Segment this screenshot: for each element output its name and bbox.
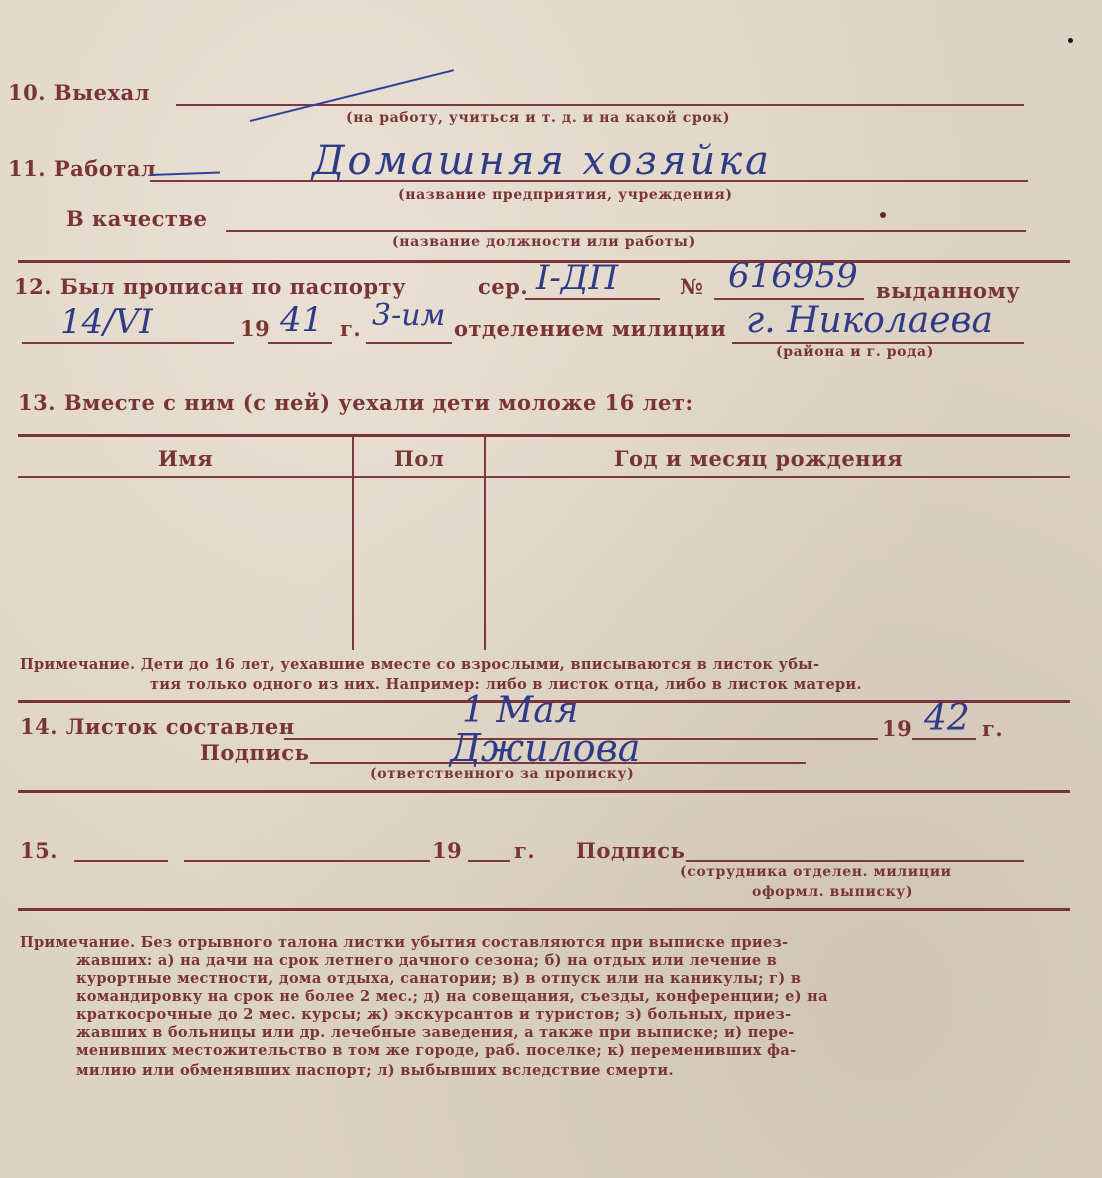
note-2-line-2: жавших: а) на дачи на срок летнего дачного сезона; б) на отдых или лечение в — [76, 952, 778, 969]
note-2-line-1: Примечание. Без отрывного талона листки убытия составляются при выписке приез- — [20, 934, 789, 951]
field-12-dept-value: 3-им — [372, 298, 446, 333]
field-12-no-value: 616959 — [728, 256, 858, 296]
field-12-year-prefix: 19 — [240, 316, 271, 341]
field-12-no-label: № — [680, 274, 704, 299]
field-11-label: 11. Работал — [8, 156, 157, 181]
field-12-ser-value: I-ДП — [536, 258, 619, 298]
note-2-line-6: жавших в больницы или др. лечебные заведения, а также при выписке; и) пере- — [76, 1024, 795, 1041]
field-15-sign-label: Подпись — [576, 838, 686, 863]
field-15-hint-1: (сотрудника отделен. милиции — [680, 864, 952, 880]
field-12-dept-label: отделением милиции — [454, 316, 727, 341]
field-15-hint-2: оформл. выписку) — [752, 884, 914, 900]
field-11-role-hint: (название должности или работы) — [392, 234, 696, 250]
field-11-role-line — [226, 230, 1026, 232]
field-14-g-label: г. — [982, 716, 1004, 741]
note-2-line-7: менивших местожительство в том же городе, раб. поселке; к) переменивших фа- — [76, 1042, 797, 1059]
field-15-sign-line — [686, 860, 1024, 862]
note-2-line-3: курортные местности, дома отдыха, санатории; в) в отпуск или на каникулы; г) в — [76, 970, 802, 987]
field-14-label: 14. Листок составлен — [20, 714, 295, 739]
field-14-sign-label: Подпись — [200, 740, 310, 765]
note-2-line-4: командировку на срок не более 2 мес.; д) на совещания, съезды, конференции; е) на — [76, 988, 828, 1005]
field-12-g-label: г. — [340, 316, 362, 341]
field-14-year-value: 42 — [924, 698, 970, 739]
note-1-line-2: тия только одного из них. Например: либо в листок отца, либо в листок матери. — [150, 676, 862, 693]
field-12-city-value: г. Николаева — [746, 300, 993, 341]
field-11-hint: (название предприятия, учреждения) — [398, 187, 733, 203]
field-12-label: 12. Был прописан по паспорту — [14, 274, 407, 299]
field-12-year-value: 41 — [280, 300, 324, 340]
field-12-issued-label: выданному — [876, 278, 1021, 303]
field-10-hint: (на работу, учиться и т. д. и на какой срок) — [346, 110, 731, 126]
ink-dot-mark — [1068, 38, 1073, 43]
section-divider — [18, 790, 1070, 793]
field-15-year-prefix: 19 — [432, 838, 463, 863]
field-15-label: 15. — [20, 838, 59, 863]
table-header-sex: Пол — [394, 446, 445, 471]
note-2-line-8: милию или обменявших паспорт; л) выбывших вследствие смерти. — [76, 1062, 674, 1079]
field-11-value: Домашняя хозяйка — [312, 138, 772, 184]
field-14-sign-value: Джилова — [450, 726, 641, 770]
field-14-year-prefix: 19 — [882, 716, 913, 741]
field-12-city-hint: (района и г. рода) — [776, 344, 934, 360]
note-2-line-5: краткосрочные до 2 мес. курсы; ж) экскурсантов и туристов; з) больных, приез- — [76, 1006, 792, 1023]
note-1-line-1: Примечание. Дети до 16 лет, уехавшие вместе со взрослыми, вписываются в листок убы- — [20, 656, 820, 673]
field-15-year-line — [468, 860, 510, 862]
table-header-birth: Год и месяц рождения — [614, 446, 904, 471]
field-10-label: 10. Выехал — [8, 80, 150, 105]
table-column-divider — [352, 436, 354, 650]
field-12-date-line — [22, 342, 234, 344]
field-14-sign-hint: (ответственного за прописку) — [370, 766, 635, 782]
field-15-g-label: г. — [514, 838, 536, 863]
field-12-ser-line — [525, 298, 660, 300]
table-header-border — [18, 476, 1070, 478]
field-15-day-line — [74, 860, 168, 862]
field-12-date-value: 14/VI — [60, 302, 153, 342]
table-column-divider — [484, 436, 486, 650]
field-12-ser-label: сер. — [478, 274, 529, 299]
section-divider — [18, 908, 1070, 911]
field-12-dept-line — [366, 342, 452, 344]
field-14-date-value: 1 Мая — [462, 690, 579, 731]
ink-dot-mark — [880, 212, 886, 218]
field-11-role-label: В качестве — [66, 206, 208, 231]
field-13-label: 13. Вместе с ним (с ней) уехали дети моложе 16 лет: — [18, 390, 694, 415]
table-top-border — [18, 434, 1070, 437]
table-header-name: Имя — [158, 446, 214, 471]
field-12-year-line — [268, 342, 332, 344]
field-15-month-line — [184, 860, 430, 862]
